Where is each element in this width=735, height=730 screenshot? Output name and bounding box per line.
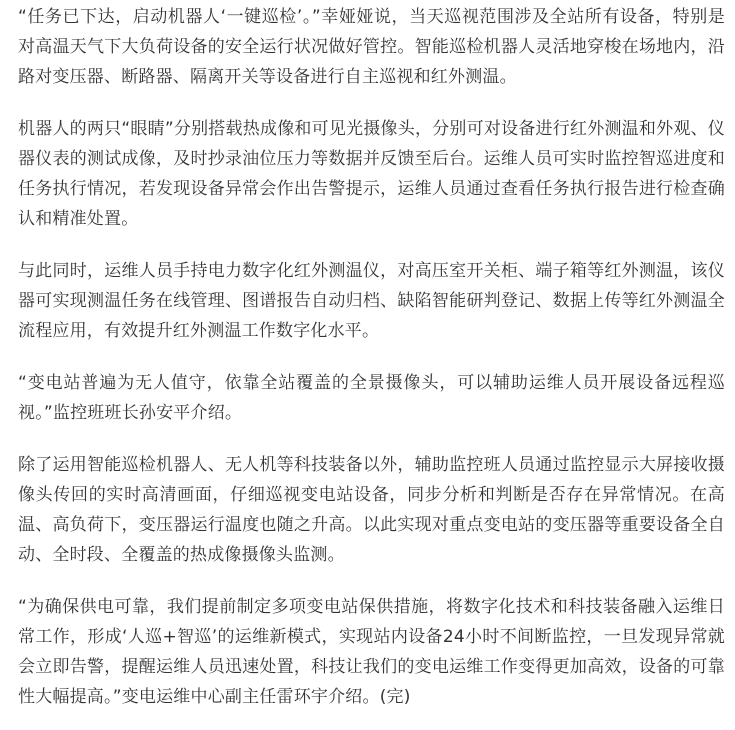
paragraph-robot-inspection: “任务已下达，启动机器人‘一键巡检’。”幸娅娅说，当天巡视范围涉及全站所有设备，特别是对高温天气下大负荷设备的安全运行状况做好管控。智能巡检机器人灵活地穿梭在场地内，沿路对变压器、断路器、隔离开关等设备进行自主巡视和红外测温。 <box>18 7 725 87</box>
paragraph-closing-quote: “为确保供电可靠，我们提前制定多项变电站保供措施，将数字化技术和科技装备融入运维日常工作，形成‘人巡+智巡’的运维新模式，实现站内设备24小时不间断监控，一旦发现异常就会立即告警，提醒运维人员迅速处置，科技让我们的变电运维工作变得更加高效，设备的可靠性大幅提高。”变电运维中心副主任雷环宇介绍。(完) <box>18 597 725 707</box>
paragraph-monitoring-quote: “变电站普遍为无人值守，依靠全站覆盖的全景摄像头，可以辅助运维人员开展设备远程巡视。”监控班班长孙安平介绍。 <box>18 373 725 423</box>
paragraph-infrared-thermometer: 与此同时，运维人员手持电力数字化红外测温仪，对高压室开关柜、端子箱等红外测温，该仪器可实现测温任务在线管理、图谱报告自动归档、缺陷智能研判登记、数据上传等红外测温全流程应用，有效提升红外测温工作数字化水平。 <box>18 261 725 341</box>
paragraph-robot-cameras: 机器人的两只“眼睛”分别搭载热成像和可见光摄像头，分别可对设备进行红外测温和外观、仪器仪表的测试成像，及时抄录油位压力等数据并反馈至后台。运维人员可实时监控智巡进度和任务执行情况，若发现设备异常会作出告警提示，运维人员通过查看任务执行报告进行检查确认和精准处置。 <box>18 119 725 229</box>
paragraph-monitoring-screens: 除了运用智能巡检机器人、无人机等科技装备以外，辅助监控班人员通过监控显示大屏接收摄像头传回的实时高清画面，仔细巡视变电站设备，同步分析和判断是否存在异常情况。在高温、高负荷下，变压器运行温度也随之升高。以此实现对重点变电站的变压器等重要设备全自动、全时段、全覆盖的热成像摄像头监测。 <box>18 455 725 565</box>
